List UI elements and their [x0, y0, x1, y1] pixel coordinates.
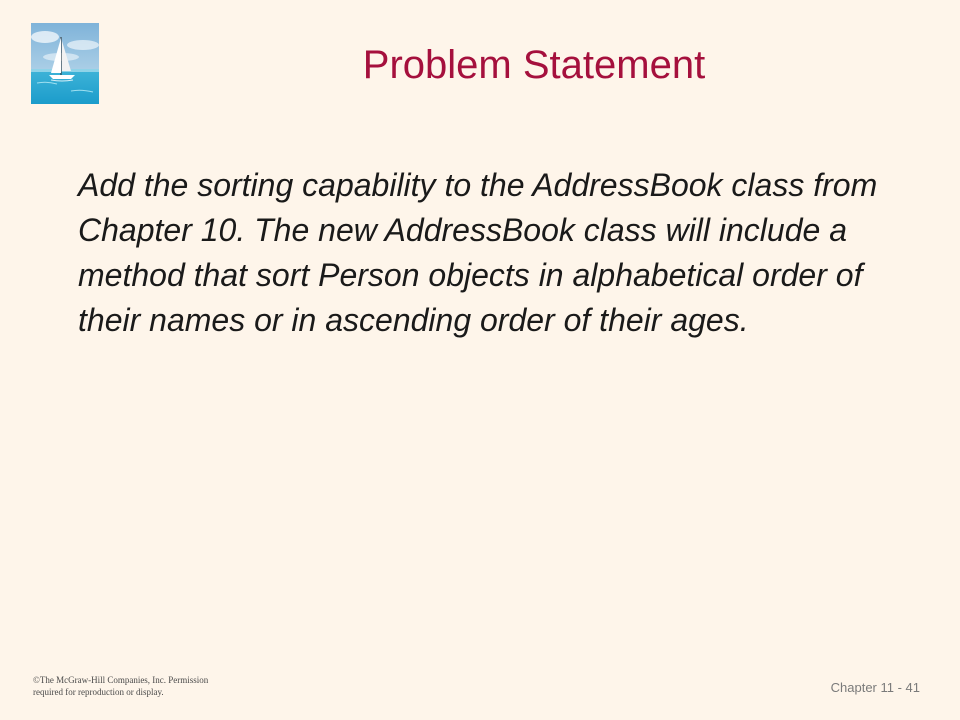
slide-number: Chapter 11 - 41 — [830, 680, 920, 695]
copyright-notice — [33, 674, 273, 698]
sailboat-photo-icon — [31, 23, 99, 104]
copyright-line-1: ©The McGraw-Hill Companies, Inc. Permission — [33, 675, 209, 685]
slide-title: Problem Statement — [362, 43, 706, 87]
copyright-line-2: required for reproduction or display. — [33, 687, 164, 697]
problem-statement-text: Add the sorting capability to the AddressBook class from Chapter 10. The new AddressBook class will include a method that sort Person objects in alphabetical order of their names or in ascending order of their ages. — [78, 167, 878, 338]
